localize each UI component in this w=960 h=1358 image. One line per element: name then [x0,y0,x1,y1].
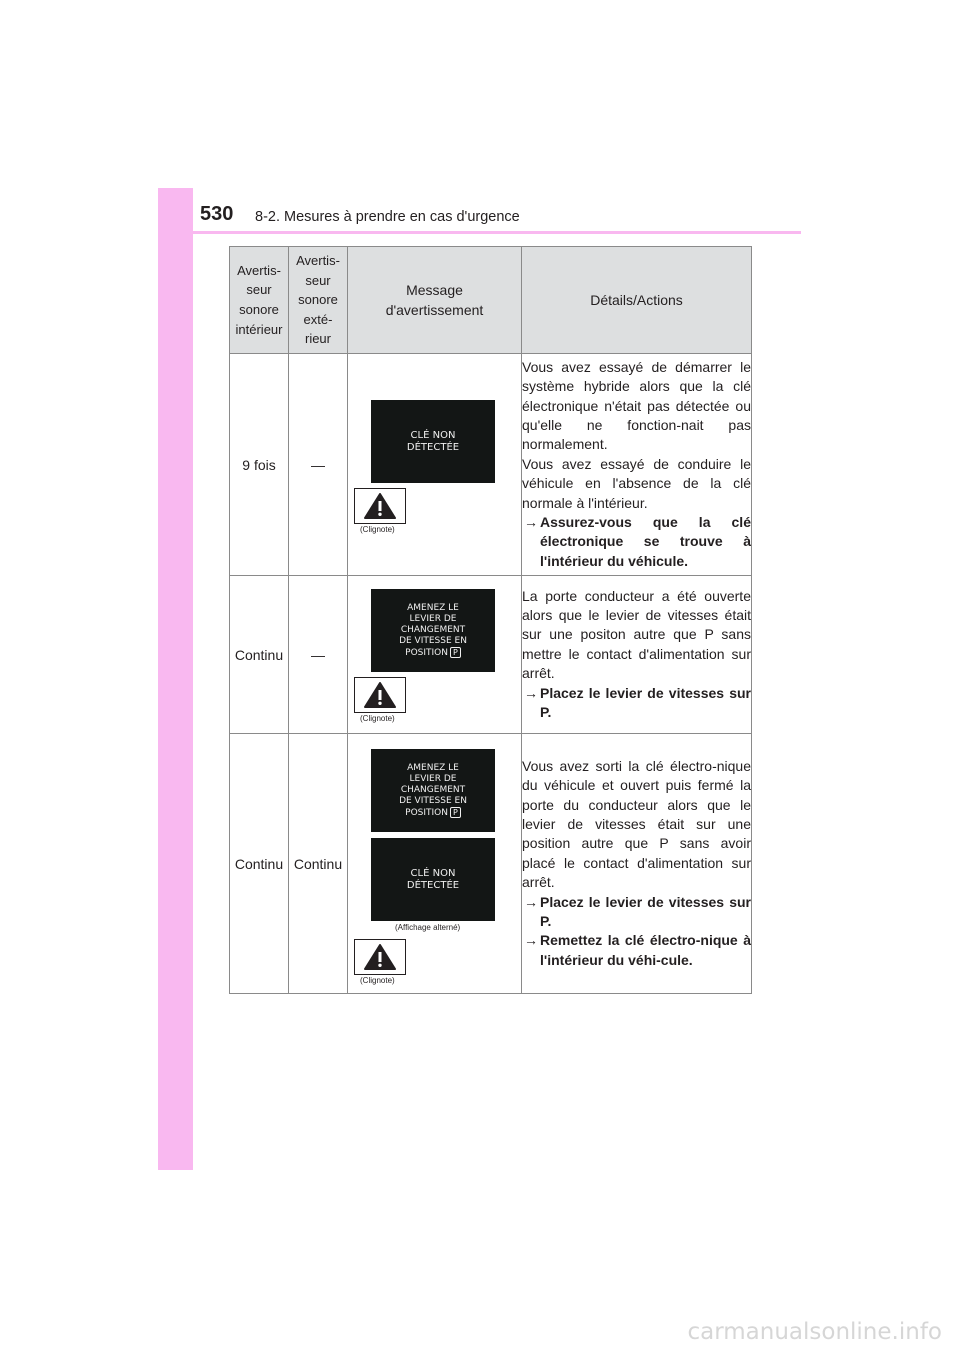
header-message-text: Message d'avertissement [385,282,484,318]
arrow-icon: → [524,514,538,531]
details-cell [522,734,752,994]
details-cell [522,354,752,576]
message-cell [348,734,522,994]
screen-text: CLÉ NON DÉTECTÉE [406,430,460,453]
action-text: Remettez la clé électro-nique à l'intérieur du véhi-cule. [540,932,751,968]
display-screen [371,589,495,672]
interior-buzzer-cell: Continu [230,576,289,734]
interior-buzzer-cell: 9 fois [230,354,289,576]
header-details-text: Détails/Actions [590,292,683,308]
warning-triangle-icon [354,939,406,975]
message-cell [348,576,522,734]
screen-line: AMENEZ LE LEVIER DE CHANGEMENT DE VITESSE EN POSITION [399,602,467,658]
blink-caption: (Clignote) [360,714,395,723]
footer-watermark: carmanualsonline.info [687,1319,942,1345]
warning-triangle-icon [354,677,406,713]
message-cell [348,354,522,576]
action-item [522,513,751,571]
exterior-buzzer-cell: — [289,576,348,734]
interior-buzzer-cell: Continu [230,734,289,994]
blink-caption: (Clignote) [360,525,395,534]
display-screen-alternate [371,838,495,921]
display-screen [371,749,495,832]
table-row [230,354,752,576]
screen-line: AMENEZ LE LEVIER DE CHANGEMENT DE VITESSE EN POSITION [399,762,467,818]
header-interior-buzzer [230,247,289,354]
table-header-row [230,247,752,354]
header-exterior-text: Avertis- seur sonore exté- rieur [296,253,340,347]
header-interior-text: Avertis- seur sonore intérieur [235,262,283,337]
table-row [230,734,752,994]
gear-p-indicator: P [450,807,461,818]
alternate-caption: (Affichage alterné) [395,923,461,932]
detail-text: Vous avez essayé de conduire le véhicule en l'absence de la clé normale à l'intérieur. [522,455,751,511]
action-text: Placez le levier de vitesses sur P. [540,684,751,721]
action-text: Placez le levier de vitesses sur P. [540,893,751,930]
arrow-icon: → [524,932,538,949]
screen-text [399,763,467,819]
arrow-icon: → [524,893,538,910]
action-item [522,931,751,970]
chapter-tab-strip [158,188,193,1170]
arrow-icon: → [524,684,538,701]
header-rule [193,231,801,234]
warning-table [229,246,752,994]
detail-text: La porte conducteur a été ouverte alors que le levier de vitesses était sur une positon autre que P sans mettre le contact d'alimentation sur arrêt. [522,587,751,682]
detail-text: Vous avez sorti la clé électro-nique du véhicule et ouvert puis fermé la porte du conducteur alors que le levier de vitesses était sur une position autre que P sans avoir placé le contact d'alimentation sur arrêt. [522,757,751,891]
gear-p-indicator: P [450,647,461,658]
blink-caption: (Clignote) [360,976,395,985]
warning-triangle-icon [354,488,406,524]
table-row [230,576,752,734]
detail-text: Vous avez essayé de démarrer le système hybride alors que la clé électronique n'était pas détectée ou qu'elle ne fonction-nait pas normalement. [522,358,751,453]
header-exterior-buzzer [289,247,348,354]
page-number: 530 [200,203,234,225]
header-message [348,247,522,354]
exterior-buzzer-cell: — [289,354,348,576]
display-screen [371,400,495,483]
screen-text [399,603,467,659]
action-item [522,684,751,723]
exterior-buzzer-cell: Continu [289,734,348,994]
details-cell [522,576,752,734]
action-text: Assurez-vous que la clé électronique se trouve à l'intérieur du véhicule. [540,514,751,569]
section-title: 8-2. Mesures à prendre en cas d'urgence [255,209,520,225]
header-details [522,247,752,354]
screen-text: CLÉ NON DÉTECTÉE [406,868,460,891]
action-item [522,893,751,932]
